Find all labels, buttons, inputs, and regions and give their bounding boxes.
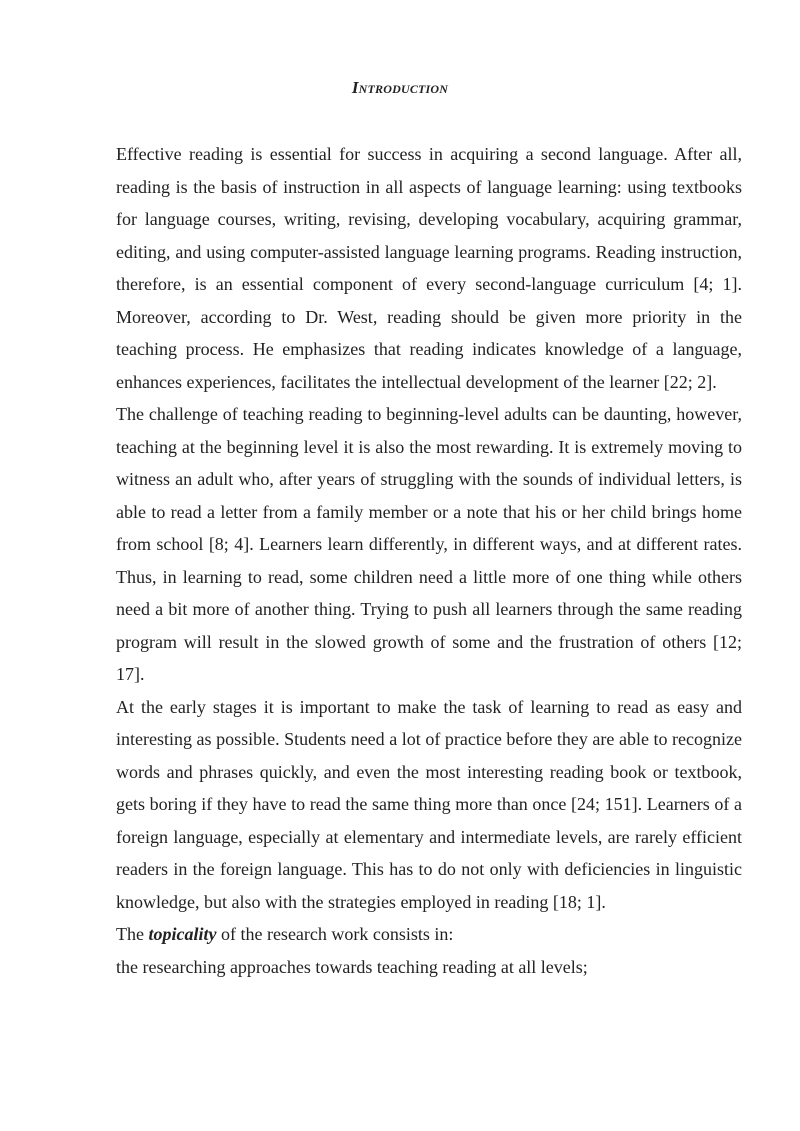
paragraph-3: At the early stages it is important to make the task of learning to read as easy and interesting as possible. Students need a lot of practice before they are able to recognize words and phrases quickly, and even the most interesting reading book or textbook, gets boring if they have to read the same thing more than once [24; 151]. Learners of a foreign language, especially at elementary and intermediate levels, are rarely efficient readers in the foreign language. This has to do not only with deficiencies in linguistic knowledge, but also with the strategies employed in reading [18; 1]. bbox=[116, 696, 742, 912]
topicality-line bbox=[116, 918, 742, 951]
paragraph-1: Effective reading is essential for success in acquiring a second language. After all, reading is the basis of instruction in all aspects of language learning: using textbooks for language courses, writing, revising, developing vocabulary, acquiring grammar, editing, and using computer-assisted language learning programs. Reading instruction, therefore, is an essential component of every second-language curriculum [4; 1]. Moreover, according to Dr. West, reading should be given more priority in the teaching process. He emphasizes that reading indicates knowledge of a language, enhances experiences, facilitates the intellectual development of the learner [22; 2]. bbox=[116, 144, 742, 392]
topicality-suffix: of the research work consists in: bbox=[216, 924, 454, 944]
section-heading: Introduction bbox=[351, 78, 449, 97]
body-text bbox=[116, 138, 742, 983]
topicality-prefix: The bbox=[116, 924, 149, 944]
list-item: the researching approaches towards teaching reading at all levels; bbox=[116, 956, 588, 977]
paragraph-2: The challenge of teaching reading to beginning-level adults can be daunting, however, teaching at the beginning level it is also the most rewarding. It is extremely moving to witness an adult who, after years of struggling with the sounds of individual letters, is able to read a letter from a family member or a note that his or her child brings home from school [8; 4]. Learners learn differently, in different ways, and at different rates. Thus, in learning to read, some children need a little more of one thing while others need a bit more of another thing. Trying to push all learners through the same reading program will result in the slowed growth of some and the frustration of others [12; 17]. bbox=[116, 404, 742, 684]
topicality-term: topicality bbox=[148, 924, 217, 944]
